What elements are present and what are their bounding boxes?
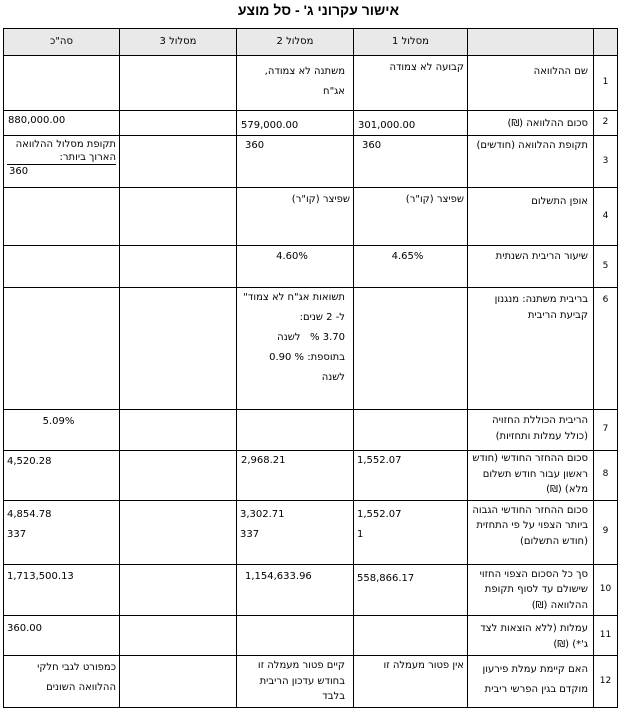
row-label: סכום ההחזר החודשי הגבוה ביותר הצפוי על פי התחזית (חודש התשלום): [468, 500, 594, 564]
total-value: 880,000.00: [4, 111, 120, 136]
row-label: עמלות (ללא הוצאות לצד ג'*) (₪): [468, 616, 594, 656]
per-year-label: לשנה: [321, 372, 345, 383]
track-2-value: [237, 246, 354, 288]
header-track-3: מסלול 3: [120, 29, 237, 56]
percent-sign: %: [310, 332, 320, 343]
table-row: [4, 246, 618, 288]
track-3-value: [120, 188, 237, 246]
total-value: [4, 288, 120, 410]
total-cell: [4, 136, 120, 188]
total-value: 1,713,500.13: [4, 564, 120, 616]
total-value: [4, 246, 120, 288]
track-1-value: 360: [354, 136, 468, 188]
track-2-value: 3,302.71: [240, 508, 285, 520]
row-label: תקופת ההלוואה (חודשים): [468, 136, 594, 188]
addition-rate: 0.90: [269, 352, 292, 363]
row-label: שם ההלוואה: [468, 56, 594, 111]
table-row: [4, 288, 618, 410]
total-month: 337: [7, 528, 27, 540]
total-value: 360.00: [4, 616, 120, 656]
track-3-value: [120, 564, 237, 616]
table-row: [4, 410, 618, 451]
track-3-value: [120, 451, 237, 501]
total-value: [4, 188, 120, 246]
track-2-value: משתנה לא צמודה, אג"ח: [237, 56, 354, 111]
track-2-value: שפיצר (קו"ר): [237, 188, 354, 246]
track-1-value: 301,000.00: [354, 111, 468, 136]
total-value: כמפורט לגבי חלקי ההלוואה השונים: [4, 656, 120, 708]
track-3-value: [120, 500, 237, 564]
track-3-value: [120, 111, 237, 136]
row-number: 8: [594, 451, 618, 501]
table-row: [4, 451, 618, 501]
track-2-value: 2,968.21: [237, 451, 354, 501]
table-row: [4, 616, 618, 656]
row-label: האם קיימת עמלת פירעון מוקדם בגין הפרשי ריבית: [468, 656, 594, 708]
total-cell: [4, 500, 120, 564]
track-2-value: [237, 410, 354, 451]
track-1-value: [354, 288, 468, 410]
row-number: 6: [594, 288, 618, 410]
total-value-months: 360: [7, 164, 116, 178]
table-row: [4, 500, 618, 564]
track-1-value: 1,552.07: [357, 508, 402, 520]
track-3-value: [120, 56, 237, 111]
total-value: [4, 56, 120, 111]
header-row: [4, 29, 618, 56]
table-row: [4, 111, 618, 136]
row-number: 4: [594, 188, 618, 246]
header-label: [468, 29, 594, 56]
track-1-value: [354, 616, 468, 656]
header-track-2: מסלול 2: [237, 29, 354, 56]
row-label: הריבית הכוללת החזויה (כולל עמלות ותחזיות): [468, 410, 594, 451]
loan-approval-table: [3, 28, 618, 708]
row-number: 1: [594, 56, 618, 111]
row-number: 7: [594, 410, 618, 451]
track-2-rate: 4.60: [276, 251, 299, 262]
row-label: סכום ההלוואה (₪): [468, 111, 594, 136]
track-2-cell: [237, 500, 354, 564]
total-value: [4, 410, 120, 451]
percent-sign: %: [64, 416, 75, 427]
row-number: 10: [594, 564, 618, 616]
track-3-value: [120, 246, 237, 288]
row-label: אופן התשלום: [468, 188, 594, 246]
header-total: סה"כ: [4, 29, 120, 56]
track-1-cell: [354, 500, 468, 564]
track-2-value: 1,154,633.96: [237, 564, 354, 616]
track-2-value: [237, 288, 354, 410]
percent-sign: %: [294, 352, 305, 363]
track-2-value: 360: [237, 136, 354, 188]
table-row: [4, 136, 618, 188]
track-3-value: [120, 410, 237, 451]
track-1-value: [354, 246, 468, 288]
track-2-value: [237, 616, 354, 656]
track-2-month: 337: [240, 528, 260, 540]
track-2-value: קיים פטור מעמלה זו בחודש עדכון הריבית בלבד: [237, 656, 354, 708]
total-rate: 5.09: [42, 416, 65, 427]
per-year-label: לשנה: [277, 332, 301, 343]
row-label: בריבית משתנה: מנגנון קביעת הריבית: [468, 288, 594, 410]
row-label: שיעור הריבית השנתית: [468, 246, 594, 288]
table-row: [4, 56, 618, 111]
row-label: סכום ההחזר החודשי (חודש ראשון עבור חודש תשלום מלא) (₪): [468, 451, 594, 501]
row-number: 12: [594, 656, 618, 708]
row-number: 2: [594, 111, 618, 136]
addition-label: בתוספת:: [307, 352, 345, 363]
table-row: [4, 656, 618, 708]
table-row: [4, 188, 618, 246]
row-number: 11: [594, 616, 618, 656]
percent-sign: %: [413, 251, 424, 262]
total-value: 4,520.28: [4, 451, 120, 501]
track-1-value: שפיצר (קו"ר): [354, 188, 468, 246]
track-1-value: קבועה לא צמודה: [354, 56, 468, 111]
track-2-value: 579,000.00: [237, 111, 354, 136]
track-1-value: 1,552.07: [354, 451, 468, 501]
track-1-value: [354, 410, 468, 451]
table-row: [4, 564, 618, 616]
bond-yield-rate: 3.70: [322, 332, 345, 343]
percent-sign: %: [298, 251, 308, 262]
row-number: 9: [594, 500, 618, 564]
track-1-value: 558,866.17: [354, 564, 468, 616]
bond-yield-label: תשואות אג"ח לא צמוד" ל- 2 שנים:: [243, 292, 345, 323]
page-title: אישור עקרוני ג' - סל מוצע: [237, 2, 400, 18]
track-1-value: אין פטור מעמלה זו: [354, 656, 468, 708]
row-number: 3: [594, 136, 618, 188]
row-label: סך כל הסכום הצפוי החזוי שישולם עד לסוף תקופת ההלוואה (₪): [468, 564, 594, 616]
row-number: 5: [594, 246, 618, 288]
total-value: תקופת מסלול ההלוואה הארוך ביותר:: [15, 139, 116, 163]
track-3-value: [120, 288, 237, 410]
track-3-value: [120, 656, 237, 708]
track-3-value: [120, 136, 237, 188]
total-value: 4,854.78: [7, 508, 52, 520]
track-1-rate: 4.65: [391, 251, 414, 262]
header-track-1: מסלול 1: [354, 29, 468, 56]
header-num: [594, 29, 618, 56]
track-3-value: [120, 616, 237, 656]
track-1-month: 1: [357, 528, 364, 540]
